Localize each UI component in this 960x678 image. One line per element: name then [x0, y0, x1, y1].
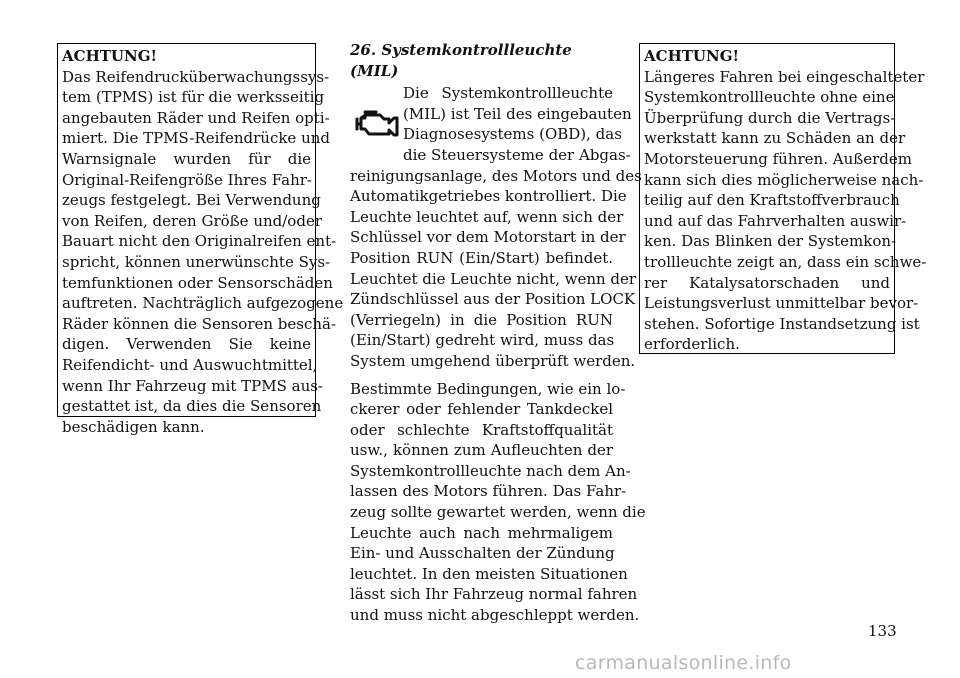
text-line: Räder können die Sensoren beschä- [62, 314, 337, 333]
page-number: 133 [868, 622, 897, 640]
text-line: Systemkontrollleuchte ohne eine [644, 88, 895, 107]
text-line: angebauten Räder und Reifen opti- [62, 108, 330, 127]
text-line: und auf das Fahrverhalten auswir- [644, 211, 907, 230]
text-line: System umgehend überprüft werden. [350, 351, 636, 370]
warning-box-tpms [57, 43, 344, 436]
section-paragraph-2 [350, 379, 646, 626]
text-line: zeugs festgelegt. Bei Verwendung [62, 191, 321, 210]
text-line: usw., können zum Aufleuchten der [350, 441, 613, 460]
text-line: Schlüssel vor dem Motorstart in der [350, 228, 626, 247]
text-line: zeug sollte gewartet werden, wenn die [350, 503, 646, 522]
text-line: Automatikgetriebes kontrolliert. Die [350, 187, 627, 206]
text-line: (Ein/Start) gedreht wird, muss das [350, 331, 615, 350]
text-line: tem (TPMS) ist für die werksseitig [62, 88, 325, 107]
warning-text [62, 67, 344, 438]
text-line: Warnsignale wurden für die [62, 149, 311, 168]
text-line: Die Systemkontrollleuchte [403, 84, 613, 103]
text-line: ckerer oder fehlender Tankdeckel [350, 400, 613, 419]
section-title: 26. Systemkontrollleuchte (MIL) [350, 41, 572, 80]
warning-title: ACHTUNG! [62, 47, 158, 65]
text-line: stehen. Sofortige Instandsetzung ist [644, 314, 920, 333]
text-line: lässt sich Ihr Fahrzeug normal fahren [350, 585, 638, 604]
warning-title: ACHTUNG! [644, 47, 740, 65]
text-line: (MIL) ist Teil des eingebauten [403, 104, 632, 123]
text-line: kann sich dies möglicherweise nach- [644, 170, 924, 189]
warning-box-mil [639, 43, 927, 354]
text-line: oder schlechte Kraftstoffqualität [350, 420, 613, 439]
text-line: rer Katalysatorschaden und [644, 273, 890, 292]
text-line: Diagnosesystems (OBD), das [403, 125, 622, 144]
text-line: Bestimmte Bedingungen, wie ein lo- [350, 379, 626, 398]
text-line: werkstatt kann zu Schäden an der [644, 129, 906, 148]
warning-text [644, 67, 927, 355]
text-line: Leistungsverlust unmittelbar bevor- [644, 294, 919, 313]
text-line: die Steuersysteme der Abgas- [403, 145, 631, 164]
text-line: von Reifen, deren Größe und/oder [62, 211, 322, 230]
text-line: Reifendicht- und Auswuchtmittel, [62, 355, 318, 374]
text-line: beschädigen kann. [62, 417, 205, 436]
text-line: Motorsteuerung führen. Außerdem [644, 149, 913, 168]
text-line: (Verriegeln) in die Position RUN [350, 310, 613, 329]
section-mil [350, 40, 646, 626]
text-line: Zündschlüssel aus der Position LOCK [350, 290, 636, 309]
text-line: Längeres Fahren bei eingeschalteter [644, 67, 925, 86]
text-line: gestattet ist, da dies die Sensoren [62, 397, 322, 416]
text-line: temfunktionen oder Sensorschäden [62, 273, 333, 292]
watermark: carmanualsonline.info [575, 652, 792, 674]
section-text [350, 166, 642, 372]
section-intro-text [403, 83, 632, 165]
text-line: erforderlich. [644, 335, 740, 354]
text-line: Überprüfung durch die Vertrags- [644, 108, 896, 127]
text-line: Bauart nicht den Originalreifen ent- [62, 232, 337, 251]
text-line: leuchtet. In den meisten Situationen [350, 564, 628, 583]
text-line: teilig auf den Kraftstoffverbrauch [644, 191, 900, 210]
text-line: Leuchte leuchtet auf, wenn sich der [350, 207, 624, 226]
text-line: auftreten. Nachträglich aufgezogene [62, 294, 344, 313]
text-line: miert. Die TPMS-Reifendrücke und [62, 129, 331, 148]
text-line: digen. Verwenden Sie keine [62, 335, 311, 354]
text-line: Position RUN (Ein/Start) befindet. [350, 248, 613, 267]
text-line: Leuchtet die Leuchte nicht, wenn der [350, 269, 637, 288]
text-line: spricht, können unerwünschte Sys- [62, 252, 331, 271]
text-line: ken. Das Blinken der Systemkon- [644, 232, 897, 251]
text-line: Das Reifendrucküberwachungssys- [62, 67, 330, 86]
text-line: Leuchte auch nach mehrmaligem [350, 523, 613, 542]
text-line: Original-Reifengröße Ihres Fahr- [62, 170, 312, 189]
text-line: trollleuchte zeigt an, dass ein schwe- [644, 252, 927, 271]
text-line: und muss nicht abgeschleppt werden. [350, 606, 640, 625]
text-line: lassen des Motors führen. Das Fahr- [350, 482, 627, 501]
text-line: reinigungsanlage, des Motors und des [350, 166, 642, 185]
text-line: Ein- und Ausschalten der Zündung [350, 544, 615, 563]
text-line: wenn Ihr Fahrzeug mit TPMS aus- [62, 376, 323, 395]
text-line: Systemkontrollleuchte nach dem An- [350, 461, 631, 480]
engine-icon [354, 107, 400, 139]
